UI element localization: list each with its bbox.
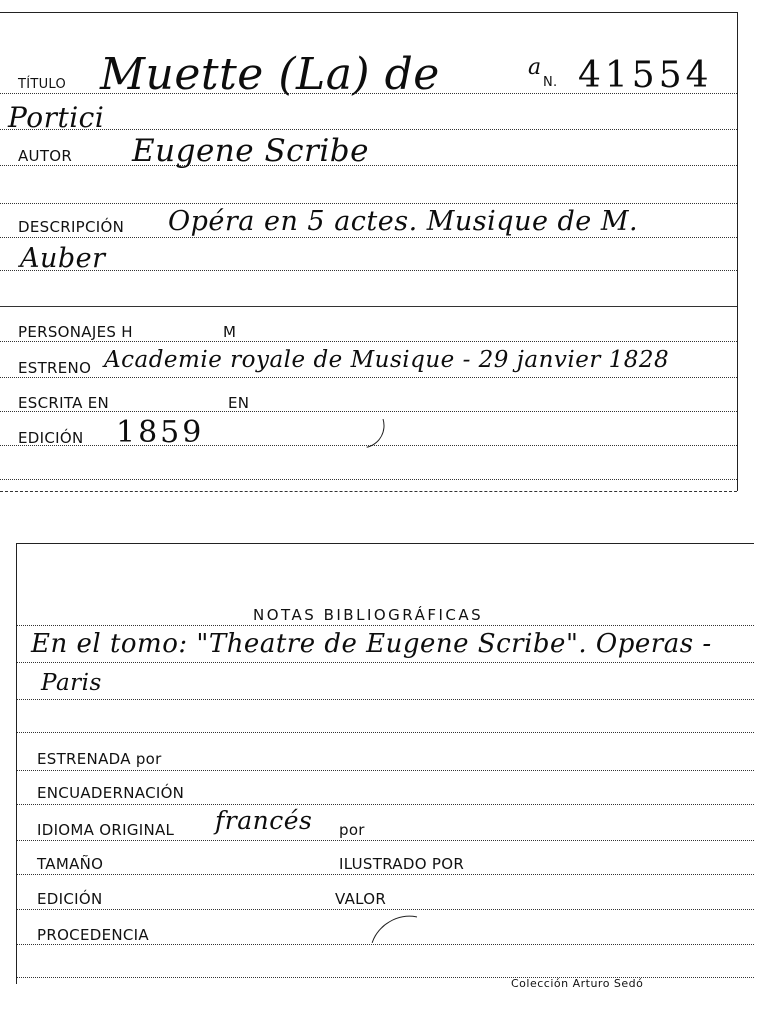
descripcion-value-cont: Auber (20, 243, 106, 274)
titulo-value-cont: Portici (8, 101, 105, 134)
notas-line-1 (17, 662, 754, 663)
encuadernacion-label: ENCUADERNACIÓN (37, 784, 185, 802)
notas-line-3 (17, 732, 754, 733)
catalog-card-back (16, 543, 754, 990)
autor-label: AUTOR (18, 147, 73, 165)
notas-label: NOTAS BIBLIOGRÁFICAS (253, 606, 484, 624)
descripcion-line (0, 237, 737, 238)
titulo-label: TÍTULO (18, 77, 67, 92)
edicion-line (17, 909, 754, 910)
section-divider (0, 306, 737, 307)
titulo-cont-line (0, 129, 737, 130)
titulo-value: Muette (La) de (100, 49, 440, 100)
notas-value-cont: Paris (41, 670, 102, 696)
estrenada-label: ESTRENADA por (37, 750, 162, 768)
card-separator (0, 491, 737, 492)
notas-line-2 (17, 699, 754, 700)
tamano-label: TAMAÑO (37, 855, 104, 873)
descripcion-label: DESCRIPCIÓN (18, 218, 125, 236)
collection-footer: Colección Arturo Sedó (511, 977, 644, 990)
personajes-line (0, 341, 737, 342)
estrenada-line (17, 770, 754, 771)
idioma-line (17, 840, 754, 841)
bottom-line (0, 479, 737, 480)
personajes-m-label: M (223, 323, 237, 341)
autor-value: Eugene Scribe (132, 133, 369, 169)
procedencia-label: PROCEDENCIA (37, 926, 149, 944)
bottom-line (17, 977, 754, 978)
numero-value: 41554 (578, 55, 713, 96)
escrita-label: ESCRITA EN (18, 394, 110, 412)
valor-label: VALOR (335, 890, 387, 908)
catalog-card-front (0, 12, 738, 491)
procedencia-line (17, 944, 754, 945)
descripcion-value: Opéra en 5 actes. Musique de M. (168, 206, 639, 237)
ilustrado-label: ILUSTRADO POR (339, 855, 465, 873)
back-edicion-label: EDICIÓN (37, 890, 103, 908)
edicion-value: 1859 (116, 415, 205, 450)
notas-top-line (17, 625, 754, 626)
idioma-label: IDIOMA ORIGINAL (37, 821, 175, 839)
personajes-label: PERSONAJES H (18, 323, 133, 341)
tamano-line (17, 874, 754, 875)
blank-line-1 (0, 203, 737, 204)
descripcion-cont-line (0, 270, 737, 271)
estreno-label: ESTRENO (18, 359, 92, 377)
edicion-label: EDICIÓN (18, 429, 84, 447)
escrita-en-label: EN (228, 394, 250, 412)
pen-mark (324, 390, 393, 458)
estreno-line (0, 377, 737, 378)
idioma-value: francés (215, 806, 313, 835)
encuadernacion-line (17, 804, 754, 805)
notas-value: En el tomo: "Theatre de Eugene Scribe". Operas - (31, 629, 712, 659)
numero-label: N. (543, 75, 558, 90)
estreno-value: Academie royale de Musique - 29 janvier 1828 (104, 347, 670, 373)
idioma-por-label: por (339, 821, 365, 839)
pen-mark (358, 903, 451, 993)
numero-prefix: a (528, 55, 542, 80)
